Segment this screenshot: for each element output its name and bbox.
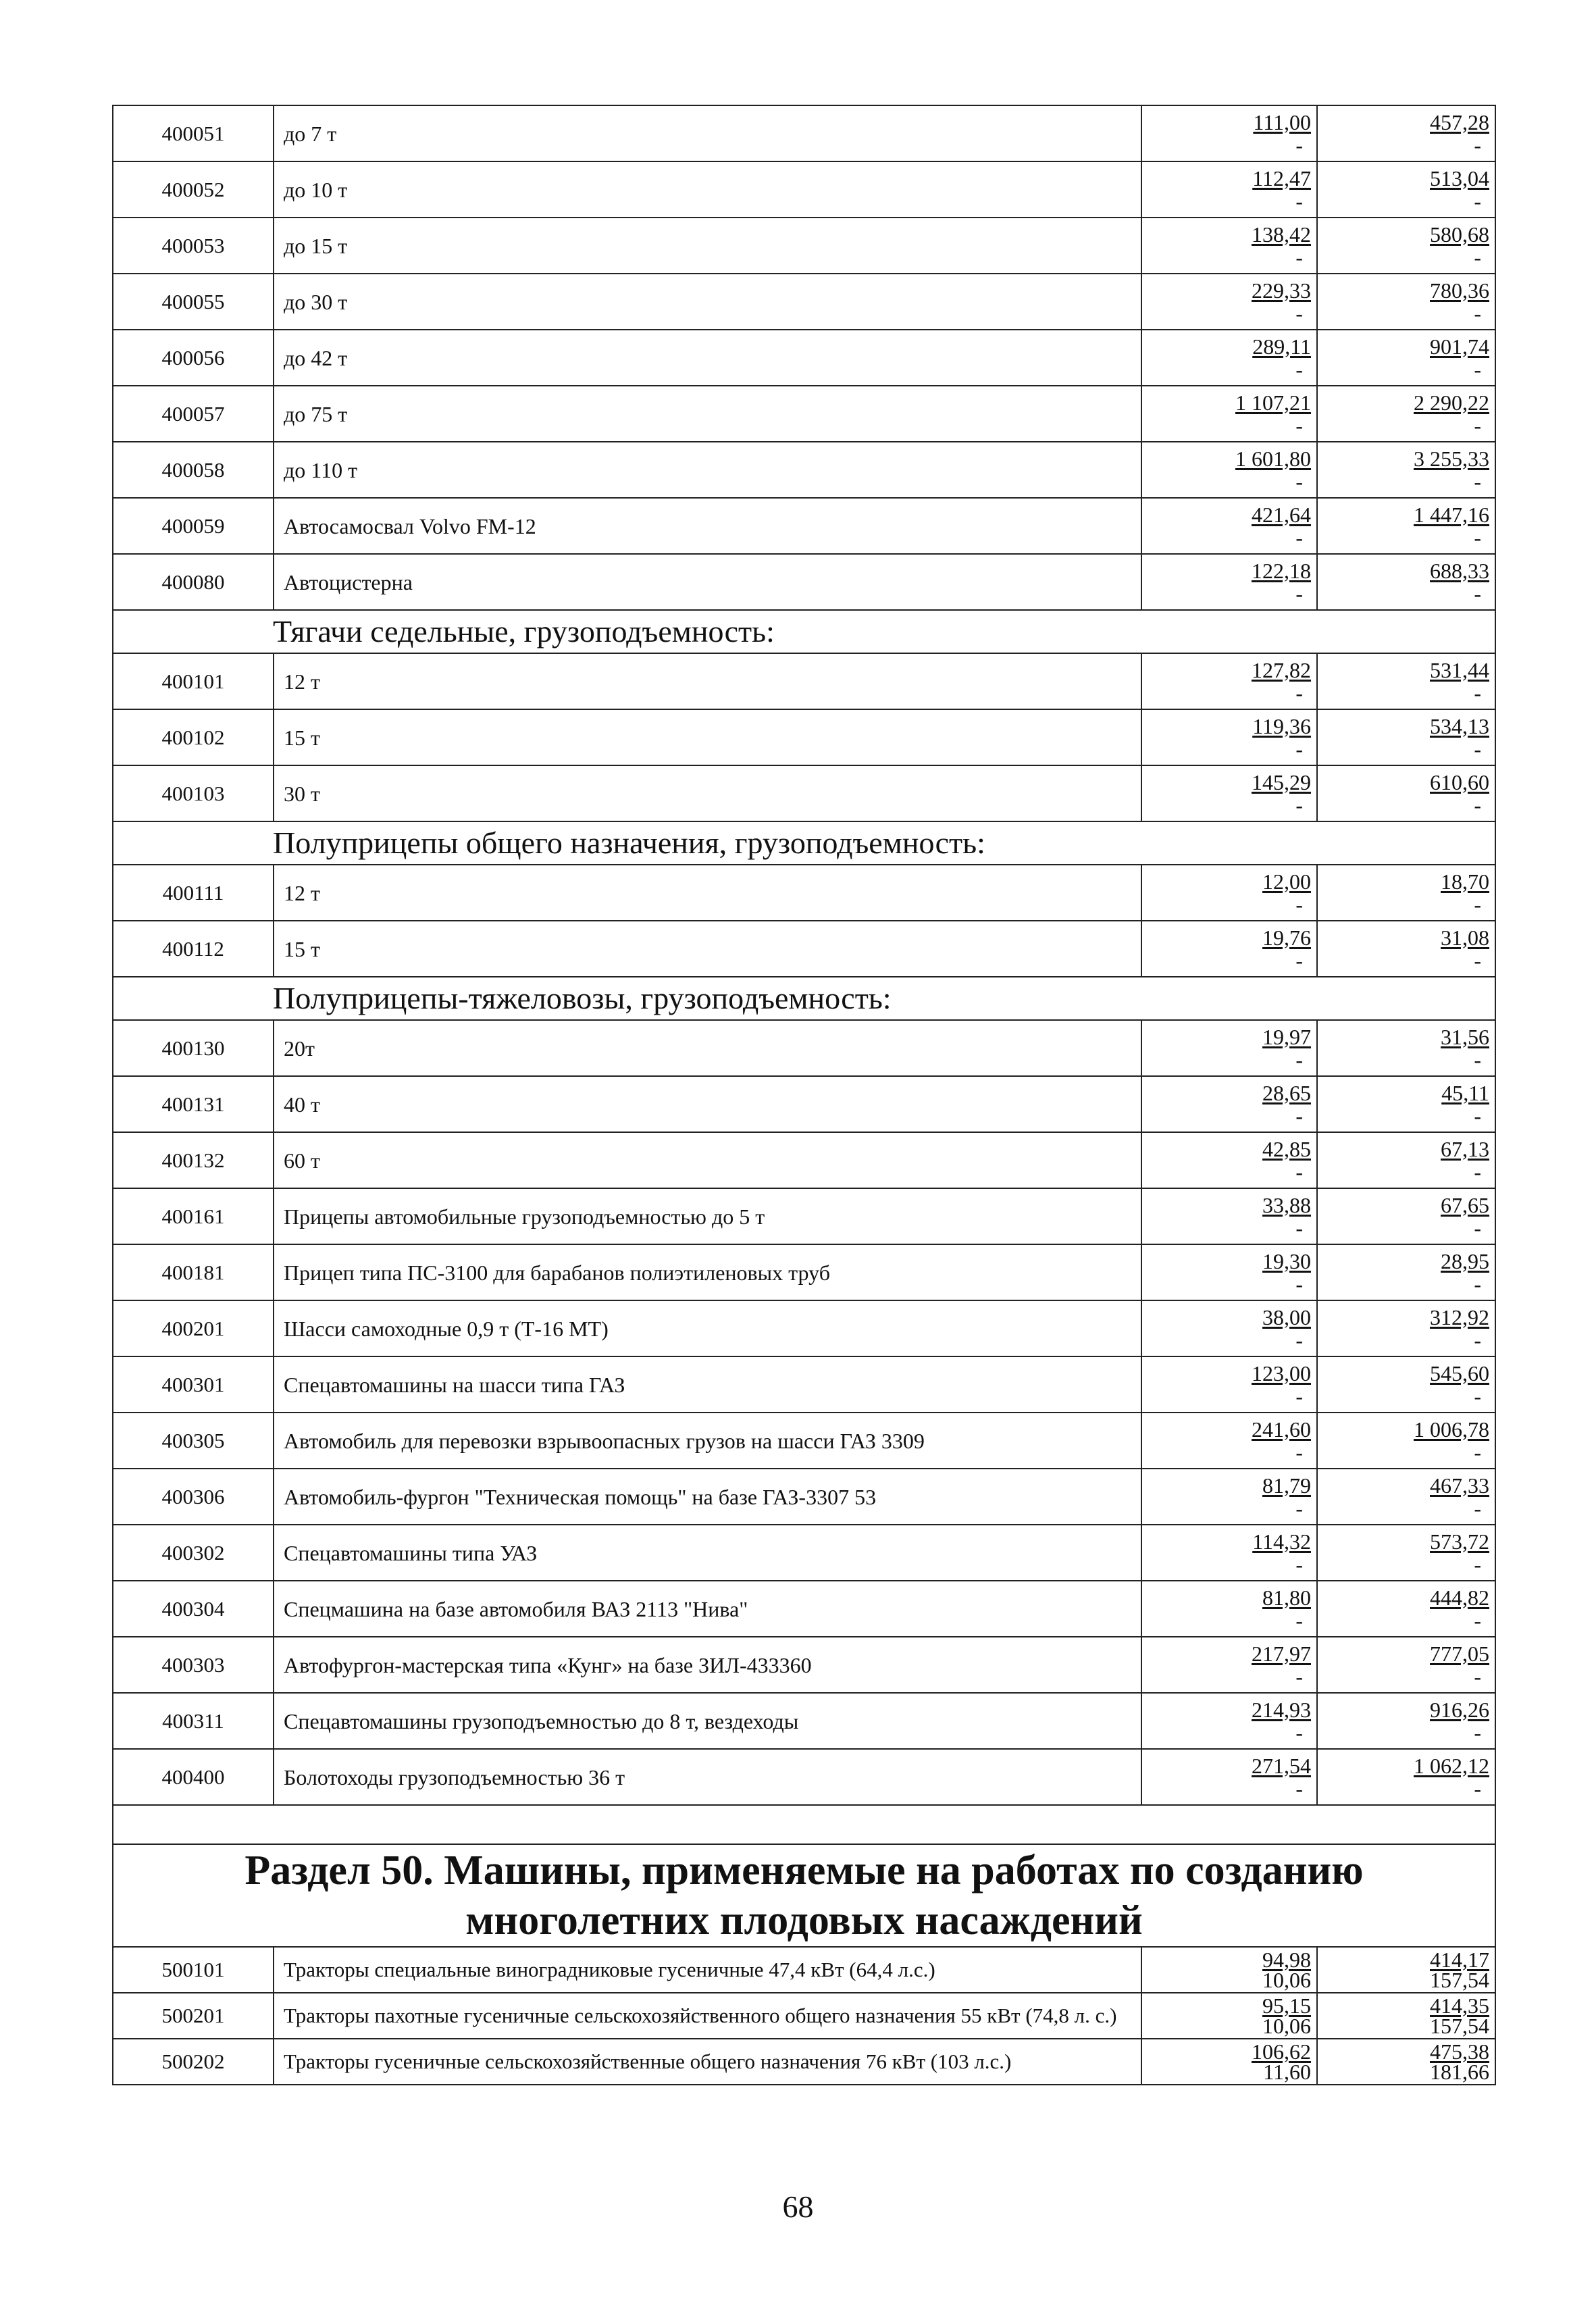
row-code: 400303 — [113, 1637, 274, 1693]
row-name: до 42 т — [274, 330, 1141, 386]
row-name: до 75 т — [274, 386, 1141, 442]
value-bottom: - — [1474, 1103, 1481, 1128]
value-top: 67,13 — [1441, 1136, 1489, 1161]
value-bottom: - — [1295, 680, 1303, 705]
value-cell-2 — [1317, 1693, 1495, 1749]
value-top: 31,08 — [1441, 925, 1489, 950]
value-cell-2 — [1317, 1356, 1495, 1413]
value-top: 271,54 — [1252, 1753, 1311, 1778]
value-cell-1 — [1141, 498, 1317, 554]
value-bottom: - — [1295, 736, 1303, 761]
table-row — [113, 653, 1495, 709]
row-name: 12 т — [274, 865, 1141, 921]
value-bottom: - — [1295, 357, 1303, 382]
table-row — [113, 1637, 1495, 1693]
value-bottom: - — [1474, 1496, 1481, 1521]
value-cell-2 — [1317, 921, 1495, 977]
value-cell-2 — [1317, 1020, 1495, 1076]
row-code: 400056 — [113, 330, 274, 386]
value-top: 19,30 — [1262, 1248, 1311, 1273]
rates-table — [112, 105, 1496, 2085]
row-code: 400055 — [113, 274, 274, 330]
row-code: 400301 — [113, 1356, 274, 1413]
value-top: 688,33 — [1430, 558, 1489, 583]
spacer-row — [113, 1805, 1495, 1844]
value-bottom: - — [1295, 132, 1303, 157]
value-bottom: - — [1295, 301, 1303, 326]
value-top: 534,13 — [1430, 713, 1489, 738]
value-cell-2 — [1317, 218, 1495, 274]
row-code: 400304 — [113, 1581, 274, 1637]
table-row — [113, 921, 1495, 977]
value-cell-1 — [1141, 1413, 1317, 1469]
table-row — [113, 498, 1495, 554]
value-bottom: - — [1474, 1776, 1481, 1801]
row-name: до 30 т — [274, 274, 1141, 330]
value-bottom: - — [1474, 525, 1481, 550]
value-cell-2 — [1317, 1749, 1495, 1805]
value-bottom: - — [1295, 188, 1303, 213]
value-cell-2 — [1317, 1947, 1495, 1993]
value-bottom: - — [1295, 1047, 1303, 1072]
row-name: 20т — [274, 1020, 1141, 1076]
value-bottom: - — [1295, 1776, 1303, 1801]
row-code: 400302 — [113, 1525, 274, 1581]
value-bottom: - — [1474, 1608, 1481, 1633]
table-row — [113, 1244, 1495, 1300]
value-bottom: - — [1474, 1664, 1481, 1689]
value-cell-1 — [1141, 105, 1317, 161]
value-top: 1 006,78 — [1414, 1417, 1489, 1442]
value-bottom: - — [1474, 132, 1481, 157]
value-cell-1 — [1141, 1356, 1317, 1413]
value-bottom: - — [1295, 581, 1303, 606]
row-code: 400201 — [113, 1300, 274, 1356]
value-bottom: - — [1295, 948, 1303, 973]
value-bottom: - — [1474, 1720, 1481, 1745]
value-bottom: - — [1474, 301, 1481, 326]
value-bottom: - — [1295, 1608, 1303, 1633]
value-top: 1 601,80 — [1235, 446, 1311, 471]
value-cell-1 — [1141, 274, 1317, 330]
row-name: 60 т — [274, 1132, 1141, 1188]
value-cell-2 — [1317, 161, 1495, 218]
value-cell-1 — [1141, 330, 1317, 386]
table-row — [113, 1525, 1495, 1581]
row-name: 40 т — [274, 1076, 1141, 1132]
table-row — [113, 1993, 1495, 2039]
value-cell-2 — [1317, 865, 1495, 921]
row-code: 400057 — [113, 386, 274, 442]
row-name: Прицеп типа ПС-3100 для барабанов полиэтиленовых труб — [274, 1244, 1141, 1300]
table-row — [113, 1581, 1495, 1637]
row-code: 400058 — [113, 442, 274, 498]
row-code: 400080 — [113, 554, 274, 610]
value-cell-1 — [1141, 1993, 1317, 2039]
value-cell-2 — [1317, 1525, 1495, 1581]
value-top: 475,38 — [1430, 2039, 1489, 2064]
row-code: 400181 — [113, 1244, 274, 1300]
row-name: Тракторы специальные виноградниковые гусеничные 47,4 кВт (64,4 л.с.) — [274, 1947, 1141, 1993]
value-cell-2 — [1317, 765, 1495, 821]
value-bottom: - — [1474, 892, 1481, 917]
value-top: 1 447,16 — [1414, 502, 1489, 527]
value-bottom: - — [1474, 1440, 1481, 1465]
value-cell-1 — [1141, 709, 1317, 765]
value-bottom: - — [1295, 1159, 1303, 1184]
row-code: 400052 — [113, 161, 274, 218]
value-top: 444,82 — [1430, 1585, 1489, 1610]
value-bottom: - — [1295, 469, 1303, 494]
row-code: 400305 — [113, 1413, 274, 1469]
value-bottom: - — [1295, 892, 1303, 917]
value-cell-2 — [1317, 330, 1495, 386]
value-bottom: 181,66 — [1430, 2060, 1489, 2084]
value-bottom: - — [1474, 680, 1481, 705]
value-cell-1 — [1141, 1749, 1317, 1805]
row-code: 500101 — [113, 1947, 274, 1993]
value-bottom: - — [1295, 1103, 1303, 1128]
value-top: 289,11 — [1252, 334, 1311, 359]
value-cell-1 — [1141, 442, 1317, 498]
value-top: 1 107,21 — [1235, 390, 1311, 415]
value-top: 19,76 — [1262, 925, 1311, 950]
row-name: Прицепы автомобильные грузоподъемностью до 5 т — [274, 1188, 1141, 1244]
value-top: 780,36 — [1430, 278, 1489, 303]
value-bottom: - — [1474, 948, 1481, 973]
row-code: 500202 — [113, 2039, 274, 2085]
value-cell-2 — [1317, 1469, 1495, 1525]
value-top: 457,28 — [1430, 109, 1489, 134]
section-title-line-1: Раздел 50. Машины, применяемые на работах по созданию — [244, 1848, 1364, 1893]
value-top: 114,32 — [1252, 1529, 1311, 1554]
value-bottom: - — [1295, 1440, 1303, 1465]
value-top: 573,72 — [1430, 1529, 1489, 1554]
table-row — [113, 865, 1495, 921]
value-cell-1 — [1141, 161, 1317, 218]
table-row — [113, 330, 1495, 386]
section-title — [113, 1844, 1495, 1947]
value-cell-1 — [1141, 218, 1317, 274]
value-bottom: - — [1295, 245, 1303, 270]
value-top: 12,00 — [1262, 869, 1311, 894]
value-bottom: 157,54 — [1430, 1968, 1489, 1992]
section-title-line-2: многолетних плодовых насаждений — [465, 1898, 1143, 1943]
table-row — [113, 1413, 1495, 1469]
value-top: 122,18 — [1252, 558, 1311, 583]
value-bottom: - — [1474, 1552, 1481, 1577]
value-bottom: 10,06 — [1262, 2014, 1311, 2038]
row-name: 15 т — [274, 921, 1141, 977]
value-top: 67,65 — [1441, 1192, 1489, 1217]
table-row — [113, 218, 1495, 274]
value-cell-1 — [1141, 554, 1317, 610]
row-name: 12 т — [274, 653, 1141, 709]
value-top: 95,15 — [1262, 1993, 1311, 2018]
value-cell-2 — [1317, 1076, 1495, 1132]
row-name: Болотоходы грузоподъемностью 36 т — [274, 1749, 1141, 1805]
value-top: 414,35 — [1430, 1993, 1489, 2018]
value-top: 3 255,33 — [1414, 446, 1489, 471]
value-bottom: - — [1474, 245, 1481, 270]
value-cell-1 — [1141, 1132, 1317, 1188]
table-row — [113, 765, 1495, 821]
value-cell-2 — [1317, 1581, 1495, 1637]
row-name: Шасси самоходные 0,9 т (Т-16 МТ) — [274, 1300, 1141, 1356]
subheading: Тягачи седельные, грузоподъемность: — [113, 610, 1495, 653]
value-cell-2 — [1317, 1300, 1495, 1356]
value-bottom: - — [1295, 1664, 1303, 1689]
row-code: 400053 — [113, 218, 274, 274]
value-bottom: - — [1295, 1383, 1303, 1408]
table-row — [113, 386, 1495, 442]
value-top: 119,36 — [1252, 713, 1311, 738]
value-cell-1 — [1141, 865, 1317, 921]
value-bottom: - — [1295, 1327, 1303, 1352]
value-bottom: - — [1295, 1271, 1303, 1296]
row-name: Автофургон-мастерская типа «Кунг» на базе ЗИЛ-433360 — [274, 1637, 1141, 1693]
table-row — [113, 161, 1495, 218]
row-code: 400131 — [113, 1076, 274, 1132]
value-cell-1 — [1141, 1525, 1317, 1581]
value-bottom: - — [1474, 469, 1481, 494]
table-row — [113, 709, 1495, 765]
value-bottom: - — [1295, 1720, 1303, 1745]
row-name: Автосамосвал Volvo FM-12 — [274, 498, 1141, 554]
row-code: 400400 — [113, 1749, 274, 1805]
table-row — [113, 1469, 1495, 1525]
value-bottom: - — [1474, 357, 1481, 382]
value-bottom: - — [1474, 736, 1481, 761]
value-cell-2 — [1317, 105, 1495, 161]
table-row — [113, 1947, 1495, 1993]
value-cell-2 — [1317, 442, 1495, 498]
row-code: 400111 — [113, 865, 274, 921]
value-cell-1 — [1141, 1469, 1317, 1525]
row-code: 400112 — [113, 921, 274, 977]
value-top: 414,17 — [1430, 1948, 1489, 1972]
value-cell-1 — [1141, 1020, 1317, 1076]
table-row — [113, 1076, 1495, 1132]
row-name: до 10 т — [274, 161, 1141, 218]
value-bottom: - — [1474, 1047, 1481, 1072]
value-cell-2 — [1317, 1132, 1495, 1188]
value-bottom: - — [1295, 1215, 1303, 1240]
value-top: 145,29 — [1252, 769, 1311, 794]
table-row — [113, 554, 1495, 610]
value-top: 1 062,12 — [1414, 1753, 1489, 1778]
row-name: Спецавтомашины на шасси типа ГАЗ — [274, 1356, 1141, 1413]
value-cell-1 — [1141, 1076, 1317, 1132]
value-bottom: - — [1295, 792, 1303, 817]
value-bottom: - — [1474, 413, 1481, 438]
value-cell-1 — [1141, 1947, 1317, 1993]
value-top: 45,11 — [1441, 1080, 1489, 1105]
value-bottom: - — [1474, 792, 1481, 817]
value-cell-2 — [1317, 653, 1495, 709]
row-name: до 110 т — [274, 442, 1141, 498]
value-cell-1 — [1141, 2039, 1317, 2085]
row-name: до 15 т — [274, 218, 1141, 274]
value-bottom: - — [1474, 1383, 1481, 1408]
value-cell-1 — [1141, 765, 1317, 821]
value-top: 81,80 — [1262, 1585, 1311, 1610]
table-row — [113, 1132, 1495, 1188]
row-name: 15 т — [274, 709, 1141, 765]
value-cell-1 — [1141, 1637, 1317, 1693]
value-cell-1 — [1141, 653, 1317, 709]
value-cell-1 — [1141, 386, 1317, 442]
row-code: 400311 — [113, 1693, 274, 1749]
page-number: 68 — [782, 2189, 814, 2224]
value-top: 138,42 — [1252, 222, 1311, 247]
value-cell-2 — [1317, 386, 1495, 442]
row-code: 400102 — [113, 709, 274, 765]
value-bottom: - — [1474, 1327, 1481, 1352]
subheading-row — [113, 821, 1495, 865]
table-row — [113, 2039, 1495, 2085]
value-top: 531,44 — [1430, 657, 1489, 682]
value-top: 580,68 — [1430, 222, 1489, 247]
value-cell-2 — [1317, 274, 1495, 330]
value-bottom: - — [1295, 1552, 1303, 1577]
value-top: 28,95 — [1441, 1248, 1489, 1273]
row-code: 400101 — [113, 653, 274, 709]
value-cell-1 — [1141, 1693, 1317, 1749]
value-bottom: 157,54 — [1430, 2014, 1489, 2038]
value-top: 19,97 — [1262, 1024, 1311, 1049]
value-bottom: - — [1474, 581, 1481, 606]
value-bottom: - — [1295, 413, 1303, 438]
subheading-row — [113, 610, 1495, 653]
row-name: Спецавтомашины грузоподъемностью до 8 т, вездеходы — [274, 1693, 1141, 1749]
row-name: до 7 т — [274, 105, 1141, 161]
value-top: 545,60 — [1430, 1361, 1489, 1386]
value-top: 916,26 — [1430, 1697, 1489, 1722]
value-top: 214,93 — [1252, 1697, 1311, 1722]
value-top: 81,79 — [1262, 1473, 1311, 1498]
row-name: Спецмашина на базе автомобиля ВАЗ 2113 "Нива" — [274, 1581, 1141, 1637]
row-code: 400059 — [113, 498, 274, 554]
row-code: 400103 — [113, 765, 274, 821]
row-code: 400161 — [113, 1188, 274, 1244]
value-cell-2 — [1317, 1188, 1495, 1244]
value-top: 2 290,22 — [1414, 390, 1489, 415]
table-row — [113, 1188, 1495, 1244]
value-top: 112,47 — [1252, 166, 1311, 190]
row-code: 400051 — [113, 105, 274, 161]
value-cell-1 — [1141, 1300, 1317, 1356]
value-top: 467,33 — [1430, 1473, 1489, 1498]
table-row — [113, 105, 1495, 161]
value-top: 42,85 — [1262, 1136, 1311, 1161]
value-top: 28,65 — [1262, 1080, 1311, 1105]
value-top: 111,00 — [1253, 109, 1311, 134]
table-row — [113, 442, 1495, 498]
value-top: 217,97 — [1252, 1641, 1311, 1666]
value-top: 312,92 — [1430, 1304, 1489, 1329]
value-bottom: - — [1474, 1159, 1481, 1184]
value-top: 106,62 — [1252, 2039, 1311, 2064]
table-row — [113, 1356, 1495, 1413]
value-top: 229,33 — [1252, 278, 1311, 303]
value-cell-1 — [1141, 1188, 1317, 1244]
value-cell-2 — [1317, 498, 1495, 554]
subheading-row — [113, 977, 1495, 1020]
row-name: Автоцистерна — [274, 554, 1141, 610]
value-cell-2 — [1317, 709, 1495, 765]
row-code: 400306 — [113, 1469, 274, 1525]
value-bottom: - — [1474, 188, 1481, 213]
value-bottom: 10,06 — [1262, 1968, 1311, 1992]
value-cell-1 — [1141, 921, 1317, 977]
table-row — [113, 274, 1495, 330]
section-row — [113, 1844, 1495, 1947]
row-name: 30 т — [274, 765, 1141, 821]
value-bottom: 11,60 — [1263, 2060, 1311, 2084]
subheading: Полуприцепы общего назначения, грузоподъемность: — [113, 821, 1495, 865]
value-cell-2 — [1317, 1637, 1495, 1693]
row-code: 500201 — [113, 1993, 274, 2039]
value-top: 901,74 — [1430, 334, 1489, 359]
value-cell-2 — [1317, 1244, 1495, 1300]
value-top: 127,82 — [1252, 657, 1311, 682]
row-name: Тракторы гусеничные сельскохозяйственные общего назначения 76 кВт (103 л.с.) — [274, 2039, 1141, 2085]
value-bottom: - — [1295, 525, 1303, 550]
value-top: 513,04 — [1430, 166, 1489, 190]
row-name: Автомобиль для перевозки взрывоопасных грузов на шасси ГАЗ 3309 — [274, 1413, 1141, 1469]
spacer-cell — [113, 1805, 1495, 1844]
value-cell-2 — [1317, 2039, 1495, 2085]
row-name: Тракторы пахотные гусеничные сельскохозяйственного общего назначения 55 кВт (74,8 л. с.) — [274, 1993, 1141, 2039]
value-top: 610,60 — [1430, 769, 1489, 794]
row-name: Спецавтомашины типа УАЗ — [274, 1525, 1141, 1581]
value-top: 94,98 — [1262, 1948, 1311, 1972]
value-cell-1 — [1141, 1581, 1317, 1637]
table-row — [113, 1300, 1495, 1356]
value-bottom: - — [1474, 1215, 1481, 1240]
value-cell-2 — [1317, 554, 1495, 610]
value-top: 241,60 — [1252, 1417, 1311, 1442]
value-bottom: - — [1295, 1496, 1303, 1521]
value-top: 421,64 — [1252, 502, 1311, 527]
table-row — [113, 1020, 1495, 1076]
value-bottom: - — [1474, 1271, 1481, 1296]
value-top: 18,70 — [1441, 869, 1489, 894]
table-row — [113, 1749, 1495, 1805]
row-name: Автомобиль-фургон "Техническая помощь" на базе ГАЗ-3307 53 — [274, 1469, 1141, 1525]
value-top: 31,56 — [1441, 1024, 1489, 1049]
value-cell-1 — [1141, 1244, 1317, 1300]
value-top: 38,00 — [1262, 1304, 1311, 1329]
table-row — [113, 1693, 1495, 1749]
row-code: 400130 — [113, 1020, 274, 1076]
value-cell-2 — [1317, 1413, 1495, 1469]
value-top: 777,05 — [1430, 1641, 1489, 1666]
row-code: 400132 — [113, 1132, 274, 1188]
value-top: 123,00 — [1252, 1361, 1311, 1386]
subheading: Полуприцепы-тяжеловозы, грузоподъемность: — [113, 977, 1495, 1020]
value-top: 33,88 — [1262, 1192, 1311, 1217]
value-cell-2 — [1317, 1993, 1495, 2039]
